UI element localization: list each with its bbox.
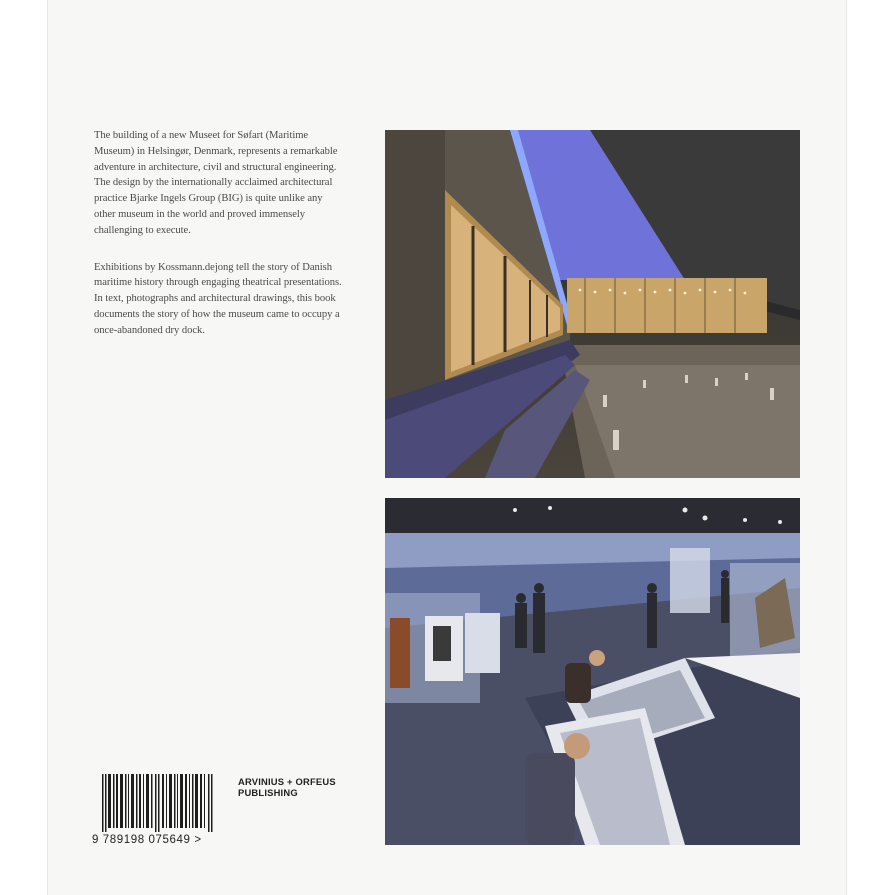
publisher-name — [238, 776, 336, 798]
blurb-paragraph-1: The building of a new Museet for Søfart (Maritime Museum) in Helsingør, Denmark, represents a remarkable adventure in architecture, civil and structural engineering. The design by the internationally acclaimed architectural practice Bjarke Ingels Group (BIG) is quite unlike any other museum in the world and proved immensely challenging to execute. — [94, 130, 338, 236]
back-cover-blurb — [94, 128, 344, 360]
museum-exterior-photo — [385, 130, 800, 478]
isbn-number: 9 789198 075649 > — [92, 834, 202, 846]
exhibition-interior-photo — [385, 498, 800, 845]
blurb-paragraph-2: Exhibitions by Kossmann.dejong tell the story of Danish maritime history through engaging theatrical presentations. In text, photographs and architectural drawings, this book documents the story of how the museum came to occupy a once-abandoned dry dock. — [94, 261, 342, 336]
barcode — [92, 774, 222, 854]
publisher-line-2: PUBLISHING — [238, 787, 298, 798]
barcode-bars — [102, 774, 214, 832]
publisher-line-1: ARVINIUS + ORFEUS — [238, 776, 336, 787]
